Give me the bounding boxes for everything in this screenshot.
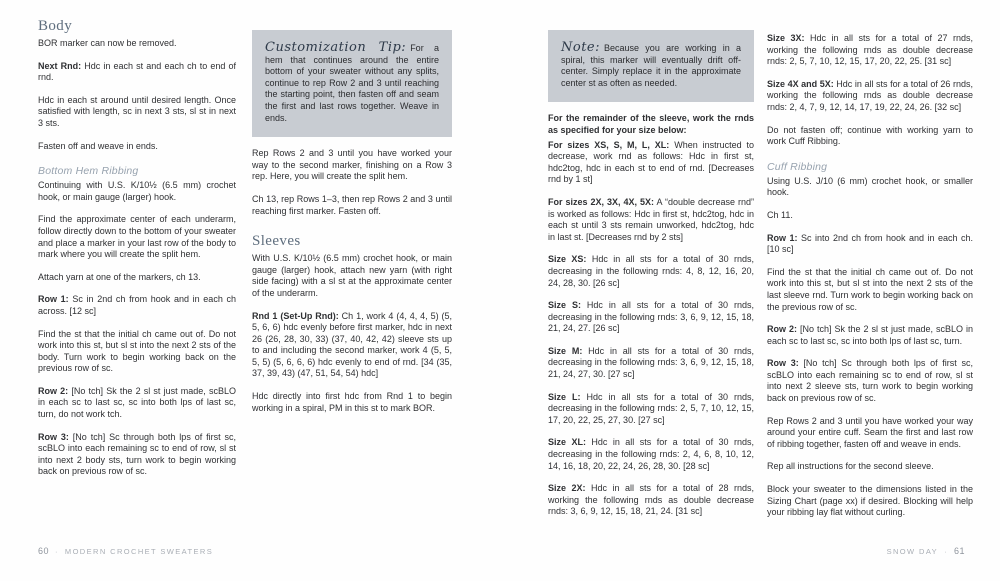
section-heading: Sleeves: [252, 233, 301, 250]
paragraph-text: A “double decrease rnd” is worked as follows: Hdc in first st, hdc2tog, hdc in each st until 3 sts remain unworked, hdc2tog, hdc in last st. [Decreases rnd by 2 sts]: [548, 196, 754, 242]
paragraph: [38, 386, 236, 421]
paragraph-lead: Size L:: [548, 391, 581, 402]
paragraph: [767, 484, 973, 519]
paragraph-text: Find the approximate center of each underarm, follow directly down to the bottom of your sweater and place a marker in your last row of the body to mark where you will create the split hem.: [38, 214, 236, 260]
paragraph-text: For the remainder of the sleeve, work the rnds as specified for your size below:: [548, 113, 754, 135]
callout-script-label: Customization Tip:: [265, 40, 407, 55]
paragraph: [548, 254, 754, 289]
paragraph: [252, 194, 452, 217]
paragraph-text: Continuing with U.S. K/10½ (6.5 mm) crochet hook, or main gauge (larger) hook.: [38, 180, 236, 202]
paragraph-lead: For sizes XS, S, M, L, XL:: [548, 139, 670, 150]
paragraph-text: Sc in 2nd ch from hook and in each ch across. [12 sc]: [38, 294, 236, 316]
callout-box: [548, 30, 754, 102]
paragraph-lead: Row 2:: [38, 385, 69, 396]
paragraph-text: Ch 11.: [767, 209, 793, 220]
paragraph-lead: Row 3:: [767, 358, 799, 369]
paragraph: [548, 437, 754, 472]
paragraph-text: [No tch] Sk the 2 sl st just made, scBLO in each sc to last sc, sc into both lps of last sc, turn.: [767, 324, 973, 346]
paragraph-text: Sc into 2nd ch from hook and in each ch. [10 sc]: [767, 232, 973, 255]
paragraph: [767, 176, 973, 199]
paragraph: [767, 125, 973, 148]
paragraph-lead: Size 4X and 5X:: [767, 78, 834, 89]
page-number-right: 61: [953, 546, 965, 556]
callout-script-label: Note:: [561, 40, 600, 55]
paragraph: [38, 38, 236, 50]
footer-right: [887, 546, 965, 556]
section-heading: Body: [38, 18, 73, 34]
paragraph: [38, 180, 236, 203]
paragraph-text: Ch 13, rep Rows 1–3, then rep Rows 2 and 3 until reaching first marker. Fasten off.: [252, 193, 452, 216]
paragraph-text: Using U.S. J/10 (6 mm) crochet hook, or smaller hook.: [767, 175, 973, 198]
paragraph-text: Hdc in all sts for a total of 26 rnds, working the following rnds as double decrease rnds: 2, 4, 7, 9, 12, 14, 17, 19, 22, 24, 26. [32 sc]: [767, 78, 973, 112]
paragraph-text: Hdc directly into first hdc from Rnd 1 to begin working in a spiral, PM in this st to mark BOR.: [252, 391, 452, 413]
paragraph: [548, 392, 754, 427]
paragraph-text: BOR marker can now be removed.: [38, 38, 177, 48]
footer-separator: ·: [944, 547, 948, 556]
paragraph-lead: Row 1:: [767, 232, 798, 243]
paragraph: [767, 267, 973, 313]
paragraph: [548, 483, 754, 518]
paragraph-text: [No tch] Sc through both lps of first sc, scBLO into each remaining sc to end of row, sl st into next 2 sleeve sts, turn work to begin working back on previous row of sc.: [767, 358, 973, 404]
footer-pattern-title: SNOW DAY: [886, 547, 939, 556]
paragraph: [548, 346, 754, 381]
paragraph: [767, 324, 973, 347]
paragraph-text: Do not fasten off; continue with working yarn to work Cuff Ribbing.: [767, 124, 973, 147]
column-3: [548, 0, 754, 518]
paragraph-text: Hdc in all sts for a total of 30 rnds, decreasing in the following rnds: 3, 6, 9, 12, 15, 18, 21, 24, 27, 30. [27 sc]: [548, 345, 754, 380]
paragraph-lead: Next Rnd:: [38, 60, 82, 71]
paragraph-text: Hdc in each st and each ch to end of rnd.: [38, 60, 237, 83]
paragraph-text: Rep Rows 2 and 3 until you have worked your way to the second marker, finishing on a Row 3 rep. Here, you will create the split hem.: [252, 148, 452, 182]
paragraph: [38, 141, 236, 153]
paragraph-text: When instructed to decrease, work rnd as follows: Hdc in first st, hdc2tog, hdc in each st to end of rnd. [Decreases rnd by 1 st]: [548, 139, 754, 185]
paragraph: [252, 391, 452, 414]
paragraph-text: Attach yarn at one of the markers, ch 13.: [38, 271, 201, 282]
paragraph: [548, 197, 754, 243]
paragraph-lead: Size S:: [548, 300, 581, 311]
paragraph: [38, 95, 236, 130]
callout-box: [252, 30, 452, 137]
paragraph-text: Rep Rows 2 and 3 until you have worked your way around your entire cuff. Seam the first and last row of ribbing together, fasten off and weave in ends.: [767, 415, 973, 449]
paragraph: [767, 416, 973, 451]
paragraph: [548, 113, 754, 136]
callout-text: Because you are working in a spiral, this marker will eventually drift off-center. Simply replace it in the approximate center st as often as needed.: [561, 43, 741, 88]
paragraph-text: Ch 1, work 4 (4, 4, 4, 5) (5, 5, 6, 6) hdc evenly before first marker, hdc in next 26 (26, 28, 30, 33) (37, 40, 42, 42) sleeve sts up to and including the second marker, work 4 (5, 5, 5, 5) (5, 6, 6, 6) hdc evenly to end of rnd. [34 (35, 37, 39, 43) (47, 51, 54, 54) hdc]: [252, 310, 452, 379]
paragraph-text: With U.S. K/10½ (6.5 mm) crochet hook, or main gauge (larger) hook, attach new yarn (with right side facing) with a sl st at the approximate center of the underarm.: [252, 253, 452, 298]
paragraph-text: Hdc in all sts for a total of 30 rnds, decreasing in the following rnds: 4, 8, 12, 16, 20, 24, 28, 30. [26 sc]: [548, 254, 754, 288]
paragraph-lead: Size 2X:: [548, 483, 586, 494]
subsection-heading: Cuff Ribbing: [767, 160, 828, 173]
footer-book-title: MODERN CROCHET SWEATERS: [64, 547, 214, 556]
paragraph: [38, 214, 236, 260]
subsection-heading: Bottom Hem Ribbing: [38, 165, 139, 178]
paragraph: [767, 33, 973, 68]
paragraph: [38, 61, 236, 84]
paragraph: [38, 329, 236, 375]
column-1: [38, 0, 236, 478]
paragraph: [38, 272, 236, 284]
paragraph-text: Find the st that the initial ch came out of. Do not work into this st, but sl st into the next 2 sts of the last sleeve rnd. Turn work to begin working back on the previous row of sc.: [767, 266, 973, 312]
paragraph-text: [No tch] Sc through both lps of first sc, scBLO into each remaining sc to end of row, sl st into next 2 body sts, turn work to begin working back on previous row of sc.: [38, 431, 236, 477]
paragraph-lead: Size XL:: [548, 437, 586, 448]
paragraph: [252, 311, 452, 381]
paragraph-lead: Row 1:: [38, 294, 69, 305]
paragraph-text: Hdc in each st around until desired length. Once satisfied with length, sc in next 3 sts, sl st in next 3 sts.: [38, 94, 236, 128]
paragraph: [767, 358, 973, 404]
paragraph: [767, 461, 973, 473]
paragraph: [38, 432, 236, 478]
paragraph-text: Hdc in all sts for a total of 28 rnds, working the following rnds as double decrease rnds: 3, 6, 9, 12, 15, 18, 21, 24. [31 sc]: [548, 483, 754, 517]
paragraph: [767, 210, 973, 222]
paragraph-lead: Size XS:: [548, 254, 587, 265]
paragraph-text: Rep all instructions for the second sleeve.: [767, 461, 934, 472]
column-4: [767, 0, 973, 519]
footer-left: [38, 546, 213, 556]
paragraph-text: Hdc in all sts for a total of 27 rnds, working the following rnds as double decrease rnds: 2, 5, 7, 10, 12, 15, 17, 20, 22, 25. [31 sc]: [767, 33, 973, 67]
paragraph-lead: Row 3:: [38, 431, 69, 442]
paragraph-text: Fasten off and weave in ends.: [38, 140, 158, 151]
footer-separator: ·: [55, 547, 59, 556]
paragraph-lead: Size M:: [548, 345, 583, 356]
paragraph: [38, 294, 236, 317]
paragraph-text: Hdc in all sts for a total of 30 rnds, decreasing in the following rnds: 2, 5, 7, 10, 12, 15, 17, 20, 22, 25, 27, 30. [27 sc]: [548, 391, 754, 425]
paragraph-lead: For sizes 2X, 3X, 4X, 5X:: [548, 196, 654, 207]
paragraph: [548, 140, 754, 186]
paragraph-lead: Size 3X:: [767, 33, 805, 43]
paragraph: [767, 233, 973, 256]
paragraph-text: Hdc in all sts for a total of 30 rnds, decreasing in the following rnds: 3, 6, 9, 12, 15, 18, 21, 24, 27. [26 sc]: [548, 300, 754, 334]
paragraph-lead: Rnd 1 (Set-Up Rnd):: [252, 310, 339, 321]
paragraph: [252, 148, 452, 183]
paragraph-lead: Row 2:: [767, 324, 797, 335]
paragraph-text: Hdc in all sts for a total of 30 rnds, decreasing in the following rnds: 2, 4, 6, 8, 10, 12, 14, 16, 18, 20, 22, 24, 26, 28, 30. [28 sc]: [548, 437, 754, 471]
page-number-left: 60: [38, 546, 50, 556]
callout-text: For a hem that continues around the entire bottom of your sweater without any splits, continue to rep Row 2 and 3 until reaching the starting point, then fasten off and seam the first and last rows together. Weave in ends.: [265, 43, 439, 123]
paragraph: [252, 253, 452, 299]
column-2: [252, 0, 452, 414]
paragraph: [767, 79, 973, 114]
paragraph: [548, 300, 754, 335]
paragraph-text: Find the st that the initial ch came out of. Do not work into this st, but sl st into the next 2 sts of the body. Turn work to begin working back on the previous row of sc.: [38, 328, 236, 374]
paragraph-text: Block your sweater to the dimensions listed in the Sizing Chart (page xx) if desired. Blocking will help your ribbing lay flat without curling.: [767, 484, 973, 518]
paragraph-text: [No tch] Sk the 2 sl st just made, scBLO in each sc to last sc, sc into both lps of last sc, turn, do not work tch.: [38, 385, 236, 420]
